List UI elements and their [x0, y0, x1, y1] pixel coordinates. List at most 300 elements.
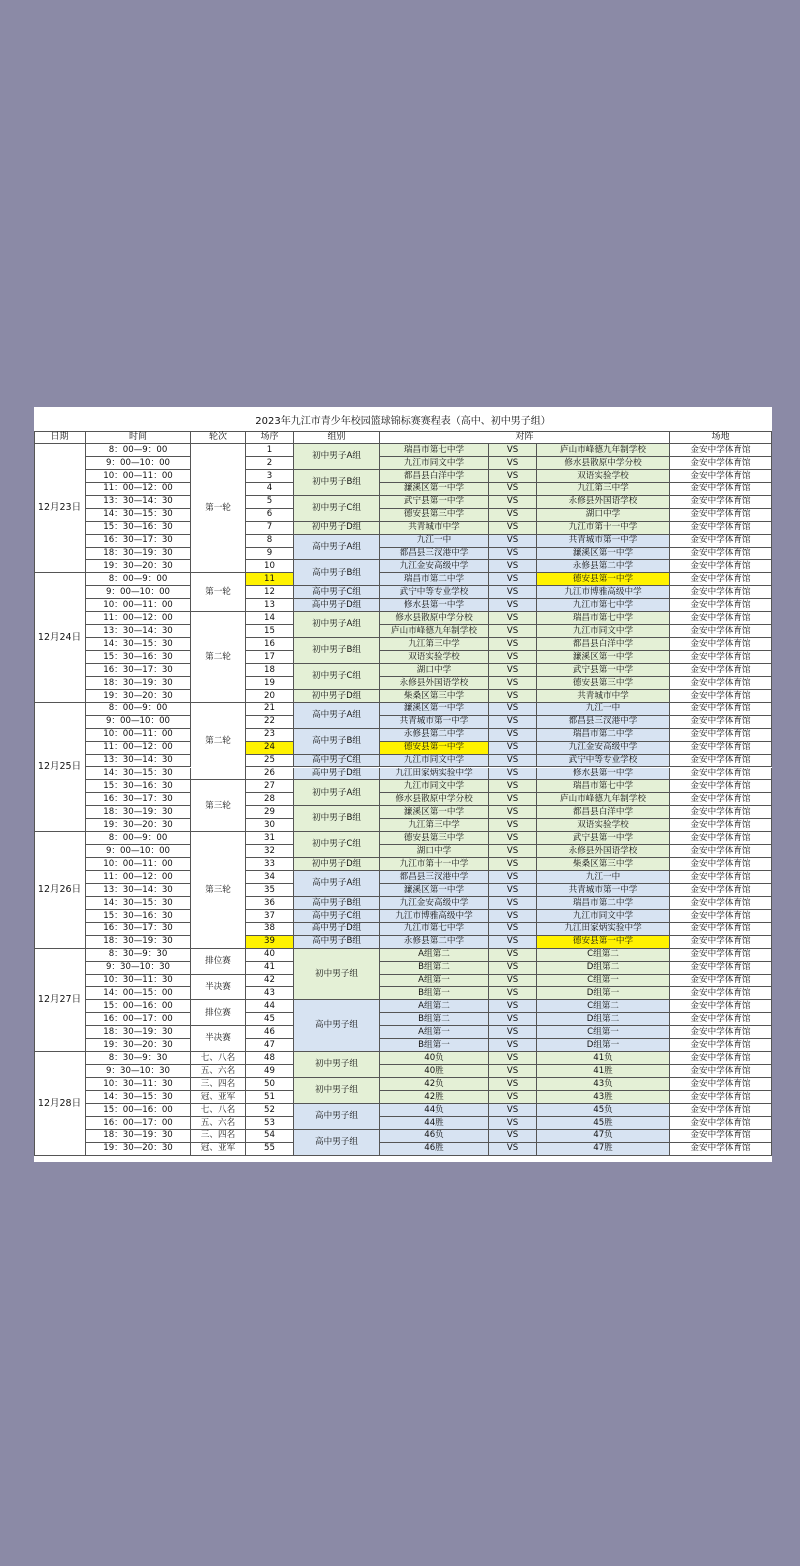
away-team-cell: 共青城市第一中学: [537, 535, 670, 548]
seq-cell: 22: [246, 716, 294, 729]
round-cell: 半决赛: [191, 975, 246, 1001]
group-cell: 高中男子组: [294, 1130, 380, 1156]
round-cell: 第二轮: [191, 612, 246, 703]
header-round: 轮次: [191, 431, 246, 444]
venue-cell: 金安中学体育馆: [670, 819, 772, 832]
away-team-cell: 修水县散原中学分校: [537, 457, 670, 470]
venue-cell: 金安中学体育馆: [670, 1039, 772, 1052]
vs-cell: VS: [489, 1091, 537, 1104]
vs-cell: VS: [489, 1104, 537, 1117]
away-team-cell: 都昌县三汊港中学: [537, 716, 670, 729]
away-team-cell: 庐山市峰德九年制学校: [537, 793, 670, 806]
away-team-cell: 瑞昌市第七中学: [537, 780, 670, 793]
time-cell: 16：30—17：30: [86, 793, 191, 806]
venue-cell: 金安中学体育馆: [670, 806, 772, 819]
vs-cell: VS: [489, 1026, 537, 1039]
vs-cell: VS: [489, 535, 537, 548]
time-cell: 18：30—19：30: [86, 806, 191, 819]
seq-cell: 23: [246, 729, 294, 742]
seq-cell: 45: [246, 1013, 294, 1026]
venue-cell: 金安中学体育馆: [670, 1143, 772, 1156]
venue-cell: 金安中学体育馆: [670, 962, 772, 975]
venue-cell: 金安中学体育馆: [670, 858, 772, 871]
away-team-cell: 武宁中等专业学校: [537, 755, 670, 768]
home-team-cell: 濂溪区第一中学: [380, 703, 489, 716]
venue-cell: 金安中学体育馆: [670, 832, 772, 845]
vs-cell: VS: [489, 780, 537, 793]
home-team-cell: 九江田家炳实验中学: [380, 768, 489, 781]
vs-cell: VS: [489, 599, 537, 612]
venue-cell: 金安中学体育馆: [670, 1091, 772, 1104]
venue-cell: 金安中学体育馆: [670, 703, 772, 716]
seq-cell: 5: [246, 496, 294, 509]
date-cell: 12月25日: [34, 703, 86, 832]
group-cell: 高中男子B组: [294, 729, 380, 755]
group-cell: 高中男子D组: [294, 768, 380, 781]
header-venue: 场地: [670, 431, 772, 444]
time-cell: 11：00—12：00: [86, 483, 191, 496]
seq-cell: 48: [246, 1052, 294, 1065]
venue-cell: 金安中学体育馆: [670, 677, 772, 690]
vs-cell: VS: [489, 1000, 537, 1013]
home-team-cell: 瑞昌市第二中学: [380, 573, 489, 586]
seq-cell: 53: [246, 1117, 294, 1130]
round-cell: 三、四名: [191, 1078, 246, 1091]
venue-cell: 金安中学体育馆: [670, 1026, 772, 1039]
away-team-cell: 德安县第三中学: [537, 677, 670, 690]
away-team-cell: 九江一中: [537, 703, 670, 716]
home-team-cell: 永修县第二中学: [380, 729, 489, 742]
seq-cell: 12: [246, 586, 294, 599]
home-team-cell: 修水县散原中学分校: [380, 793, 489, 806]
home-team-cell: 共青城市第一中学: [380, 716, 489, 729]
away-team-cell: 九江市同文中学: [537, 625, 670, 638]
vs-cell: VS: [489, 1052, 537, 1065]
away-team-cell: C组第二: [537, 1000, 670, 1013]
round-cell: 第三轮: [191, 832, 246, 948]
seq-cell: 7: [246, 522, 294, 535]
time-cell: 10：00—11：00: [86, 470, 191, 483]
away-team-cell: 德安县第一中学: [537, 936, 670, 949]
round-cell: 七、八名: [191, 1104, 246, 1117]
group-cell: 高中男子C组: [294, 586, 380, 599]
home-team-cell: 42负: [380, 1078, 489, 1091]
away-team-cell: C组第一: [537, 975, 670, 988]
home-team-cell: A组第二: [380, 949, 489, 962]
away-team-cell: 九江田家炳实验中学: [537, 923, 670, 936]
time-cell: 13：30—14：30: [86, 884, 191, 897]
time-cell: 16：30—17：30: [86, 535, 191, 548]
venue-cell: 金安中学体育馆: [670, 755, 772, 768]
seq-cell: 39: [246, 936, 294, 949]
group-cell: 初中男子C组: [294, 664, 380, 690]
group-cell: 初中男子D组: [294, 690, 380, 703]
seq-cell: 50: [246, 1078, 294, 1091]
group-cell: 初中男子B组: [294, 638, 380, 664]
vs-cell: VS: [489, 522, 537, 535]
venue-cell: 金安中学体育馆: [670, 535, 772, 548]
venue-cell: 金安中学体育馆: [670, 910, 772, 923]
venue-cell: 金安中学体育馆: [670, 457, 772, 470]
venue-cell: 金安中学体育馆: [670, 522, 772, 535]
vs-cell: VS: [489, 936, 537, 949]
seq-cell: 42: [246, 975, 294, 988]
away-team-cell: 修水县第一中学: [537, 768, 670, 781]
home-team-cell: 瑞昌市第七中学: [380, 444, 489, 457]
home-team-cell: 九江第三中学: [380, 638, 489, 651]
seq-cell: 16: [246, 638, 294, 651]
time-cell: 13：30—14：30: [86, 496, 191, 509]
group-cell: 初中男子组: [294, 1078, 380, 1104]
group-cell: 高中男子D组: [294, 599, 380, 612]
vs-cell: VS: [489, 612, 537, 625]
vs-cell: VS: [489, 858, 537, 871]
vs-cell: VS: [489, 768, 537, 781]
home-team-cell: 修水县第一中学: [380, 599, 489, 612]
group-cell: 高中男子A组: [294, 703, 380, 729]
vs-cell: VS: [489, 703, 537, 716]
time-cell: 14：30—15：30: [86, 638, 191, 651]
round-cell: 排位赛: [191, 949, 246, 975]
away-team-cell: 九江市同文中学: [537, 910, 670, 923]
seq-cell: 25: [246, 755, 294, 768]
venue-cell: 金安中学体育馆: [670, 1130, 772, 1143]
seq-cell: 14: [246, 612, 294, 625]
away-team-cell: 45胜: [537, 1117, 670, 1130]
vs-cell: VS: [489, 1013, 537, 1026]
round-cell: 五、六名: [191, 1117, 246, 1130]
vs-cell: VS: [489, 793, 537, 806]
time-cell: 11：00—12：00: [86, 612, 191, 625]
home-team-cell: 九江市第十一中学: [380, 858, 489, 871]
home-team-cell: 都昌县三汊港中学: [380, 871, 489, 884]
time-cell: 8：00—9：00: [86, 444, 191, 457]
seq-cell: 3: [246, 470, 294, 483]
away-team-cell: 永修县外国语学校: [537, 845, 670, 858]
venue-cell: 金安中学体育馆: [670, 509, 772, 522]
home-team-cell: 柴桑区第三中学: [380, 690, 489, 703]
away-team-cell: D组第一: [537, 1039, 670, 1052]
round-cell: 第一轮: [191, 573, 246, 612]
away-team-cell: 永修县第二中学: [537, 560, 670, 573]
away-team-cell: 43胜: [537, 1091, 670, 1104]
seq-cell: 17: [246, 651, 294, 664]
venue-cell: 金安中学体育馆: [670, 625, 772, 638]
home-team-cell: B组第二: [380, 1013, 489, 1026]
time-cell: 11：00—12：00: [86, 871, 191, 884]
time-cell: 9：00—10：00: [86, 457, 191, 470]
home-team-cell: 共青城市中学: [380, 522, 489, 535]
away-team-cell: 43负: [537, 1078, 670, 1091]
schedule-sheet: [34, 407, 772, 1162]
seq-cell: 26: [246, 768, 294, 781]
group-cell: 初中男子组: [294, 949, 380, 1001]
vs-cell: VS: [489, 1078, 537, 1091]
away-team-cell: 九江一中: [537, 871, 670, 884]
time-cell: 14：30—15：30: [86, 768, 191, 781]
venue-cell: 金安中学体育馆: [670, 884, 772, 897]
time-cell: 9：30—10：30: [86, 962, 191, 975]
venue-cell: 金安中学体育馆: [670, 936, 772, 949]
time-cell: 8：30—9：30: [86, 1052, 191, 1065]
round-cell: 冠、亚军: [191, 1091, 246, 1104]
seq-cell: 1: [246, 444, 294, 457]
away-team-cell: 九江金安高级中学: [537, 742, 670, 755]
venue-cell: 金安中学体育馆: [670, 651, 772, 664]
home-team-cell: 德安县第三中学: [380, 509, 489, 522]
home-team-cell: A组第二: [380, 1000, 489, 1013]
home-team-cell: 德安县第一中学: [380, 742, 489, 755]
away-team-cell: 瑞昌市第七中学: [537, 612, 670, 625]
home-team-cell: B组第一: [380, 1039, 489, 1052]
time-cell: 19：30—20：30: [86, 1039, 191, 1052]
seq-cell: 6: [246, 509, 294, 522]
seq-cell: 10: [246, 560, 294, 573]
away-team-cell: 湖口中学: [537, 509, 670, 522]
home-team-cell: 46负: [380, 1130, 489, 1143]
seq-cell: 4: [246, 483, 294, 496]
away-team-cell: 九江市第七中学: [537, 599, 670, 612]
time-cell: 18：30—19：30: [86, 1130, 191, 1143]
home-team-cell: 九江第三中学: [380, 819, 489, 832]
vs-cell: VS: [489, 1117, 537, 1130]
round-cell: 半决赛: [191, 1026, 246, 1052]
home-team-cell: 九江市同文中学: [380, 457, 489, 470]
vs-cell: VS: [489, 573, 537, 586]
away-team-cell: D组第二: [537, 1013, 670, 1026]
venue-cell: 金安中学体育馆: [670, 1000, 772, 1013]
vs-cell: VS: [489, 1130, 537, 1143]
seq-cell: 2: [246, 457, 294, 470]
away-team-cell: 柴桑区第三中学: [537, 858, 670, 871]
time-cell: 19：30—20：30: [86, 690, 191, 703]
home-team-cell: 修水县散原中学分校: [380, 612, 489, 625]
seq-cell: 15: [246, 625, 294, 638]
home-team-cell: 九江一中: [380, 535, 489, 548]
time-cell: 15：30—16：30: [86, 651, 191, 664]
vs-cell: VS: [489, 1039, 537, 1052]
vs-cell: VS: [489, 819, 537, 832]
vs-cell: VS: [489, 962, 537, 975]
seq-cell: 32: [246, 845, 294, 858]
venue-cell: 金安中学体育馆: [670, 871, 772, 884]
home-team-cell: 44负: [380, 1104, 489, 1117]
group-cell: 高中男子C组: [294, 910, 380, 923]
date-cell: 12月23日: [34, 444, 86, 573]
seq-cell: 13: [246, 599, 294, 612]
home-team-cell: 湖口中学: [380, 664, 489, 677]
away-team-cell: 濂溪区第一中学: [537, 548, 670, 561]
time-cell: 19：30—20：30: [86, 819, 191, 832]
venue-cell: 金安中学体育馆: [670, 780, 772, 793]
vs-cell: VS: [489, 742, 537, 755]
home-team-cell: 九江市博雅高级中学: [380, 910, 489, 923]
seq-cell: 47: [246, 1039, 294, 1052]
seq-cell: 38: [246, 923, 294, 936]
away-team-cell: 瑞昌市第二中学: [537, 729, 670, 742]
time-cell: 9：00—10：00: [86, 716, 191, 729]
vs-cell: VS: [489, 729, 537, 742]
time-cell: 8：00—9：00: [86, 832, 191, 845]
vs-cell: VS: [489, 871, 537, 884]
venue-cell: 金安中学体育馆: [670, 496, 772, 509]
venue-cell: 金安中学体育馆: [670, 560, 772, 573]
venue-cell: 金安中学体育馆: [670, 1052, 772, 1065]
vs-cell: VS: [489, 470, 537, 483]
venue-cell: 金安中学体育馆: [670, 1065, 772, 1078]
vs-cell: VS: [489, 975, 537, 988]
round-cell: 七、八名: [191, 1052, 246, 1065]
venue-cell: 金安中学体育馆: [670, 975, 772, 988]
seq-cell: 18: [246, 664, 294, 677]
home-team-cell: 42胜: [380, 1091, 489, 1104]
time-cell: 8：00—9：00: [86, 703, 191, 716]
home-team-cell: 46胜: [380, 1143, 489, 1156]
time-cell: 14：30—15：30: [86, 897, 191, 910]
away-team-cell: 九江市第十一中学: [537, 522, 670, 535]
seq-cell: 36: [246, 897, 294, 910]
seq-cell: 55: [246, 1143, 294, 1156]
seq-cell: 35: [246, 884, 294, 897]
vs-cell: VS: [489, 625, 537, 638]
venue-cell: 金安中学体育馆: [670, 638, 772, 651]
vs-cell: VS: [489, 638, 537, 651]
vs-cell: VS: [489, 664, 537, 677]
venue-cell: 金安中学体育馆: [670, 1117, 772, 1130]
home-team-cell: 九江金安高级中学: [380, 560, 489, 573]
time-cell: 10：30—11：30: [86, 975, 191, 988]
group-cell: 高中男子C组: [294, 755, 380, 768]
home-team-cell: 都昌县白洋中学: [380, 470, 489, 483]
home-team-cell: 濂溪区第一中学: [380, 483, 489, 496]
time-cell: 10：00—11：00: [86, 858, 191, 871]
venue-cell: 金安中学体育馆: [670, 586, 772, 599]
home-team-cell: 湖口中学: [380, 845, 489, 858]
time-cell: 15：30—16：30: [86, 780, 191, 793]
home-team-cell: 濂溪区第一中学: [380, 806, 489, 819]
home-team-cell: 九江金安高级中学: [380, 897, 489, 910]
time-cell: 19：30—20：30: [86, 560, 191, 573]
vs-cell: VS: [489, 496, 537, 509]
header-date: 日期: [34, 431, 86, 444]
time-cell: 13：30—14：30: [86, 625, 191, 638]
vs-cell: VS: [489, 509, 537, 522]
vs-cell: VS: [489, 1143, 537, 1156]
away-team-cell: D组第一: [537, 987, 670, 1000]
vs-cell: VS: [489, 690, 537, 703]
home-team-cell: 都昌县三汊港中学: [380, 548, 489, 561]
round-cell: 第三轮: [191, 780, 246, 832]
vs-cell: VS: [489, 845, 537, 858]
group-cell: 高中男子B组: [294, 897, 380, 910]
seq-cell: 30: [246, 819, 294, 832]
away-team-cell: 都昌县白洋中学: [537, 806, 670, 819]
venue-cell: 金安中学体育馆: [670, 845, 772, 858]
venue-cell: 金安中学体育馆: [670, 768, 772, 781]
time-cell: 15：00—16：00: [86, 1000, 191, 1013]
seq-cell: 44: [246, 1000, 294, 1013]
home-team-cell: 武宁县第一中学: [380, 496, 489, 509]
group-cell: 高中男子A组: [294, 871, 380, 897]
time-cell: 18：30—19：30: [86, 548, 191, 561]
away-team-cell: 九江市博雅高级中学: [537, 586, 670, 599]
away-team-cell: 濂溪区第一中学: [537, 651, 670, 664]
round-cell: 排位赛: [191, 1000, 246, 1026]
away-team-cell: 九江第三中学: [537, 483, 670, 496]
venue-cell: 金安中学体育馆: [670, 573, 772, 586]
home-team-cell: A组第一: [380, 975, 489, 988]
round-cell: 第二轮: [191, 703, 246, 781]
seq-cell: 21: [246, 703, 294, 716]
header-matchup: 对阵: [380, 431, 670, 444]
away-team-cell: C组第一: [537, 1026, 670, 1039]
group-cell: 高中男子D组: [294, 923, 380, 936]
venue-cell: 金安中学体育馆: [670, 444, 772, 457]
seq-cell: 8: [246, 535, 294, 548]
time-cell: 15：00—16：00: [86, 1104, 191, 1117]
time-cell: 14：30—15：30: [86, 1091, 191, 1104]
away-team-cell: 41胜: [537, 1065, 670, 1078]
away-team-cell: 47胜: [537, 1143, 670, 1156]
time-cell: 9：00—10：00: [86, 586, 191, 599]
group-cell: 初中男子C组: [294, 832, 380, 858]
time-cell: 14：00—15：00: [86, 987, 191, 1000]
time-cell: 10：00—11：00: [86, 599, 191, 612]
away-team-cell: 都昌县白洋中学: [537, 638, 670, 651]
date-cell: 12月28日: [34, 1052, 86, 1156]
away-team-cell: 共青城市中学: [537, 690, 670, 703]
vs-cell: VS: [489, 651, 537, 664]
venue-cell: 金安中学体育馆: [670, 599, 772, 612]
away-team-cell: 武宁县第一中学: [537, 832, 670, 845]
time-cell: 18：30—19：30: [86, 1026, 191, 1039]
venue-cell: 金安中学体育馆: [670, 483, 772, 496]
away-team-cell: 45负: [537, 1104, 670, 1117]
seq-cell: 49: [246, 1065, 294, 1078]
seq-cell: 51: [246, 1091, 294, 1104]
seq-cell: 33: [246, 858, 294, 871]
seq-cell: 11: [246, 573, 294, 586]
time-cell: 13：30—14：30: [86, 755, 191, 768]
venue-cell: 金安中学体育馆: [670, 923, 772, 936]
venue-cell: 金安中学体育馆: [670, 793, 772, 806]
time-cell: 16：30—17：30: [86, 923, 191, 936]
group-cell: 高中男子B组: [294, 560, 380, 586]
away-team-cell: 41负: [537, 1052, 670, 1065]
vs-cell: VS: [489, 560, 537, 573]
home-team-cell: 40胜: [380, 1065, 489, 1078]
vs-cell: VS: [489, 586, 537, 599]
away-team-cell: 武宁县第一中学: [537, 664, 670, 677]
venue-cell: 金安中学体育馆: [670, 742, 772, 755]
group-cell: 初中男子D组: [294, 858, 380, 871]
vs-cell: VS: [489, 806, 537, 819]
vs-cell: VS: [489, 755, 537, 768]
home-team-cell: 九江市同文中学: [380, 780, 489, 793]
date-cell: 12月27日: [34, 949, 86, 1053]
venue-cell: 金安中学体育馆: [670, 1104, 772, 1117]
seq-cell: 46: [246, 1026, 294, 1039]
venue-cell: 金安中学体育馆: [670, 664, 772, 677]
home-team-cell: 40负: [380, 1052, 489, 1065]
seq-cell: 54: [246, 1130, 294, 1143]
group-cell: 高中男子组: [294, 1000, 380, 1052]
seq-cell: 29: [246, 806, 294, 819]
vs-cell: VS: [489, 1065, 537, 1078]
vs-cell: VS: [489, 483, 537, 496]
time-cell: 8：00—9：00: [86, 573, 191, 586]
away-team-cell: 47负: [537, 1130, 670, 1143]
